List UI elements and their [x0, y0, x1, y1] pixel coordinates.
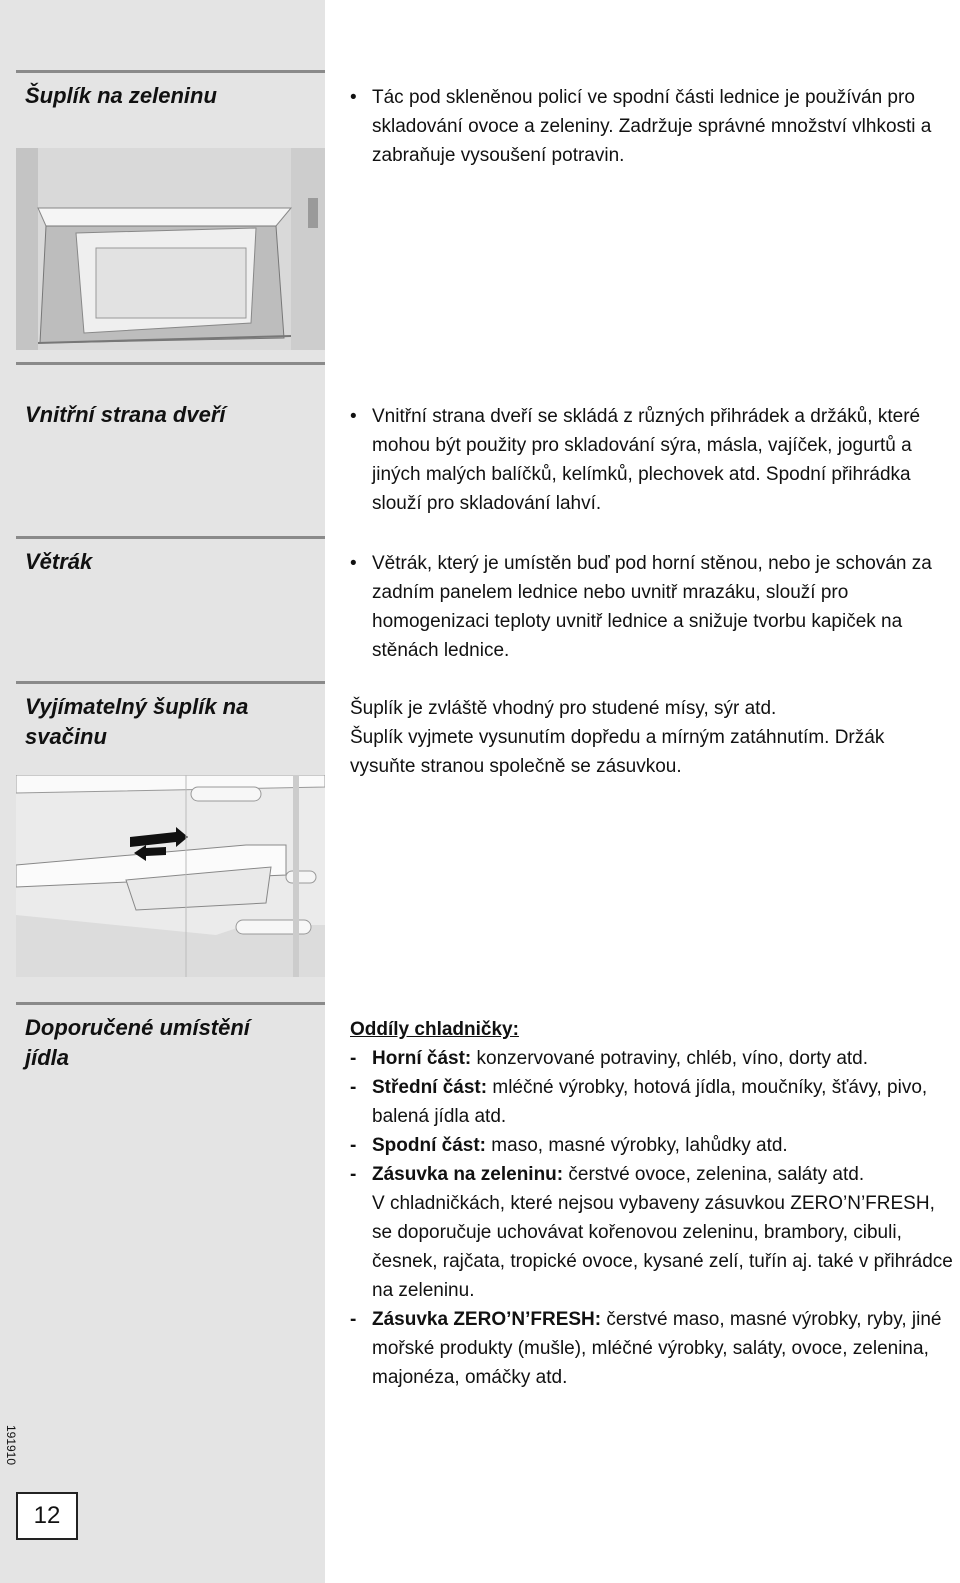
compartment-extra-text: V chladničkách, které nejsou vybaveny zásuvkou ZERO’N’FRESH, se doporučuje uchovávat kořenovou zeleninu, brambory, cibuli, česnek, rajčata, tropické ovoce, kysané zelí, tuřín aj. také v přihrádce na zeleninu.: [372, 1193, 953, 1301]
compartment-text: čerstvé ovoce, zelenina, saláty atd.: [563, 1164, 865, 1185]
section-divider: [16, 681, 325, 684]
compartment-label: Zásuvka na zeleninu:: [372, 1164, 564, 1185]
section-heading-fan: Větrák: [25, 549, 93, 574]
snack-drawer-illustration: [16, 775, 325, 977]
dash-marker: -: [350, 1077, 357, 1098]
snack-drawer-text: [350, 694, 955, 781]
food-heading-line1: Doporučené umístění: [25, 1015, 250, 1040]
snack-drawer-line2: Šuplík vyjmete vysunutím dopředu a mírným zatáhnutím. Držák vysuňte stranou společně se zásuvkou.: [350, 727, 885, 777]
section-heading-snack-drawer: [25, 692, 315, 752]
section-heading-food-placement: [25, 1013, 315, 1073]
section-heading-door-inside: Vnitřní strana dveří: [25, 402, 226, 427]
door-inside-text: Vnitřní strana dveří se skládá z různých přihrádek a držáků, které mohou být použity pro skladování sýra, másla, vajíček, jogurtů a jiných malých balíčků, kelímků, plechovek atd. Spodní přihrádka slouží pro skladování lahví.: [372, 406, 921, 514]
snack-heading-line2: svačinu: [25, 724, 107, 749]
compartment-label: Zásuvka ZERO’N’FRESH:: [372, 1309, 602, 1330]
bullet-icon: •: [350, 406, 357, 427]
section-heading-vegetable-drawer: Šuplík na zeleninu: [25, 83, 217, 108]
vegetable-drawer-bullet: [350, 83, 955, 170]
door-inside-bullet: [350, 402, 955, 518]
drawer-slide-icon: [16, 775, 325, 977]
compartment-item: [350, 1305, 955, 1392]
bullet-icon: •: [350, 87, 357, 108]
fan-text: Větrák, který je umístěn buď pod horní stěnou, nebo je schován za zadním panelem lednice nebo uvnitř mrazáku, slouží pro homogenizaci teploty uvnitř lednice a snižuje tvorbu kapiček na stěnách lednice.: [372, 553, 932, 661]
compartment-label: Spodní část:: [372, 1135, 487, 1156]
compartment-item: [350, 1160, 955, 1305]
compartment-text: čerstvé maso, masné výrobky, ryby, jiné mořské produkty (mušle), mléčné výrobky, saláty, ovoce, zelenina, majonéza, omáčky atd.: [372, 1309, 942, 1388]
food-heading-line2: jídla: [25, 1045, 70, 1070]
fan-bullet: [350, 549, 955, 665]
section-divider: [16, 70, 325, 73]
document-code: 191910: [4, 1424, 18, 1466]
vegetable-drawer-text: Tác pod skleněnou policí ve spodní části lednice je používán pro skladování ovoce a zeleniny. Zadržuje správné množství vlhkosti a zabraňuje vysoušení potravin.: [372, 87, 932, 166]
dash-marker: -: [350, 1135, 357, 1156]
section-divider: [16, 1002, 325, 1005]
snack-drawer-line1: Šuplík je zvláště vhodný pro studené mísy, sýr atd.: [350, 698, 777, 719]
compartment-label: Horní část:: [372, 1048, 472, 1069]
vegetable-drawer-illustration: [16, 148, 325, 350]
compartment-text: maso, masné výrobky, lahůdky atd.: [486, 1135, 788, 1156]
compartment-item: [350, 1073, 955, 1131]
food-placement-title: Oddíly chladničky:: [350, 1019, 519, 1040]
dash-marker: -: [350, 1309, 357, 1330]
compartment-item: [350, 1131, 955, 1160]
page-number: 12: [16, 1492, 78, 1540]
fridge-drawer-icon: [16, 148, 325, 350]
snack-heading-line1: Vyjímatelný šuplík na: [25, 694, 249, 719]
compartment-text: mléčné výrobky, hotová jídla, moučníky, šťávy, pivo, balená jídla atd.: [372, 1077, 928, 1127]
compartment-text: konzervované potraviny, chléb, víno, dorty atd.: [471, 1048, 869, 1069]
bullet-icon: •: [350, 553, 357, 574]
food-placement-content: [350, 1015, 955, 1392]
compartment-item: [350, 1044, 955, 1073]
compartment-label: Střední část:: [372, 1077, 488, 1098]
dash-marker: -: [350, 1048, 357, 1069]
section-divider: [16, 536, 325, 539]
section-divider: [16, 362, 325, 365]
dash-marker: -: [350, 1164, 357, 1185]
